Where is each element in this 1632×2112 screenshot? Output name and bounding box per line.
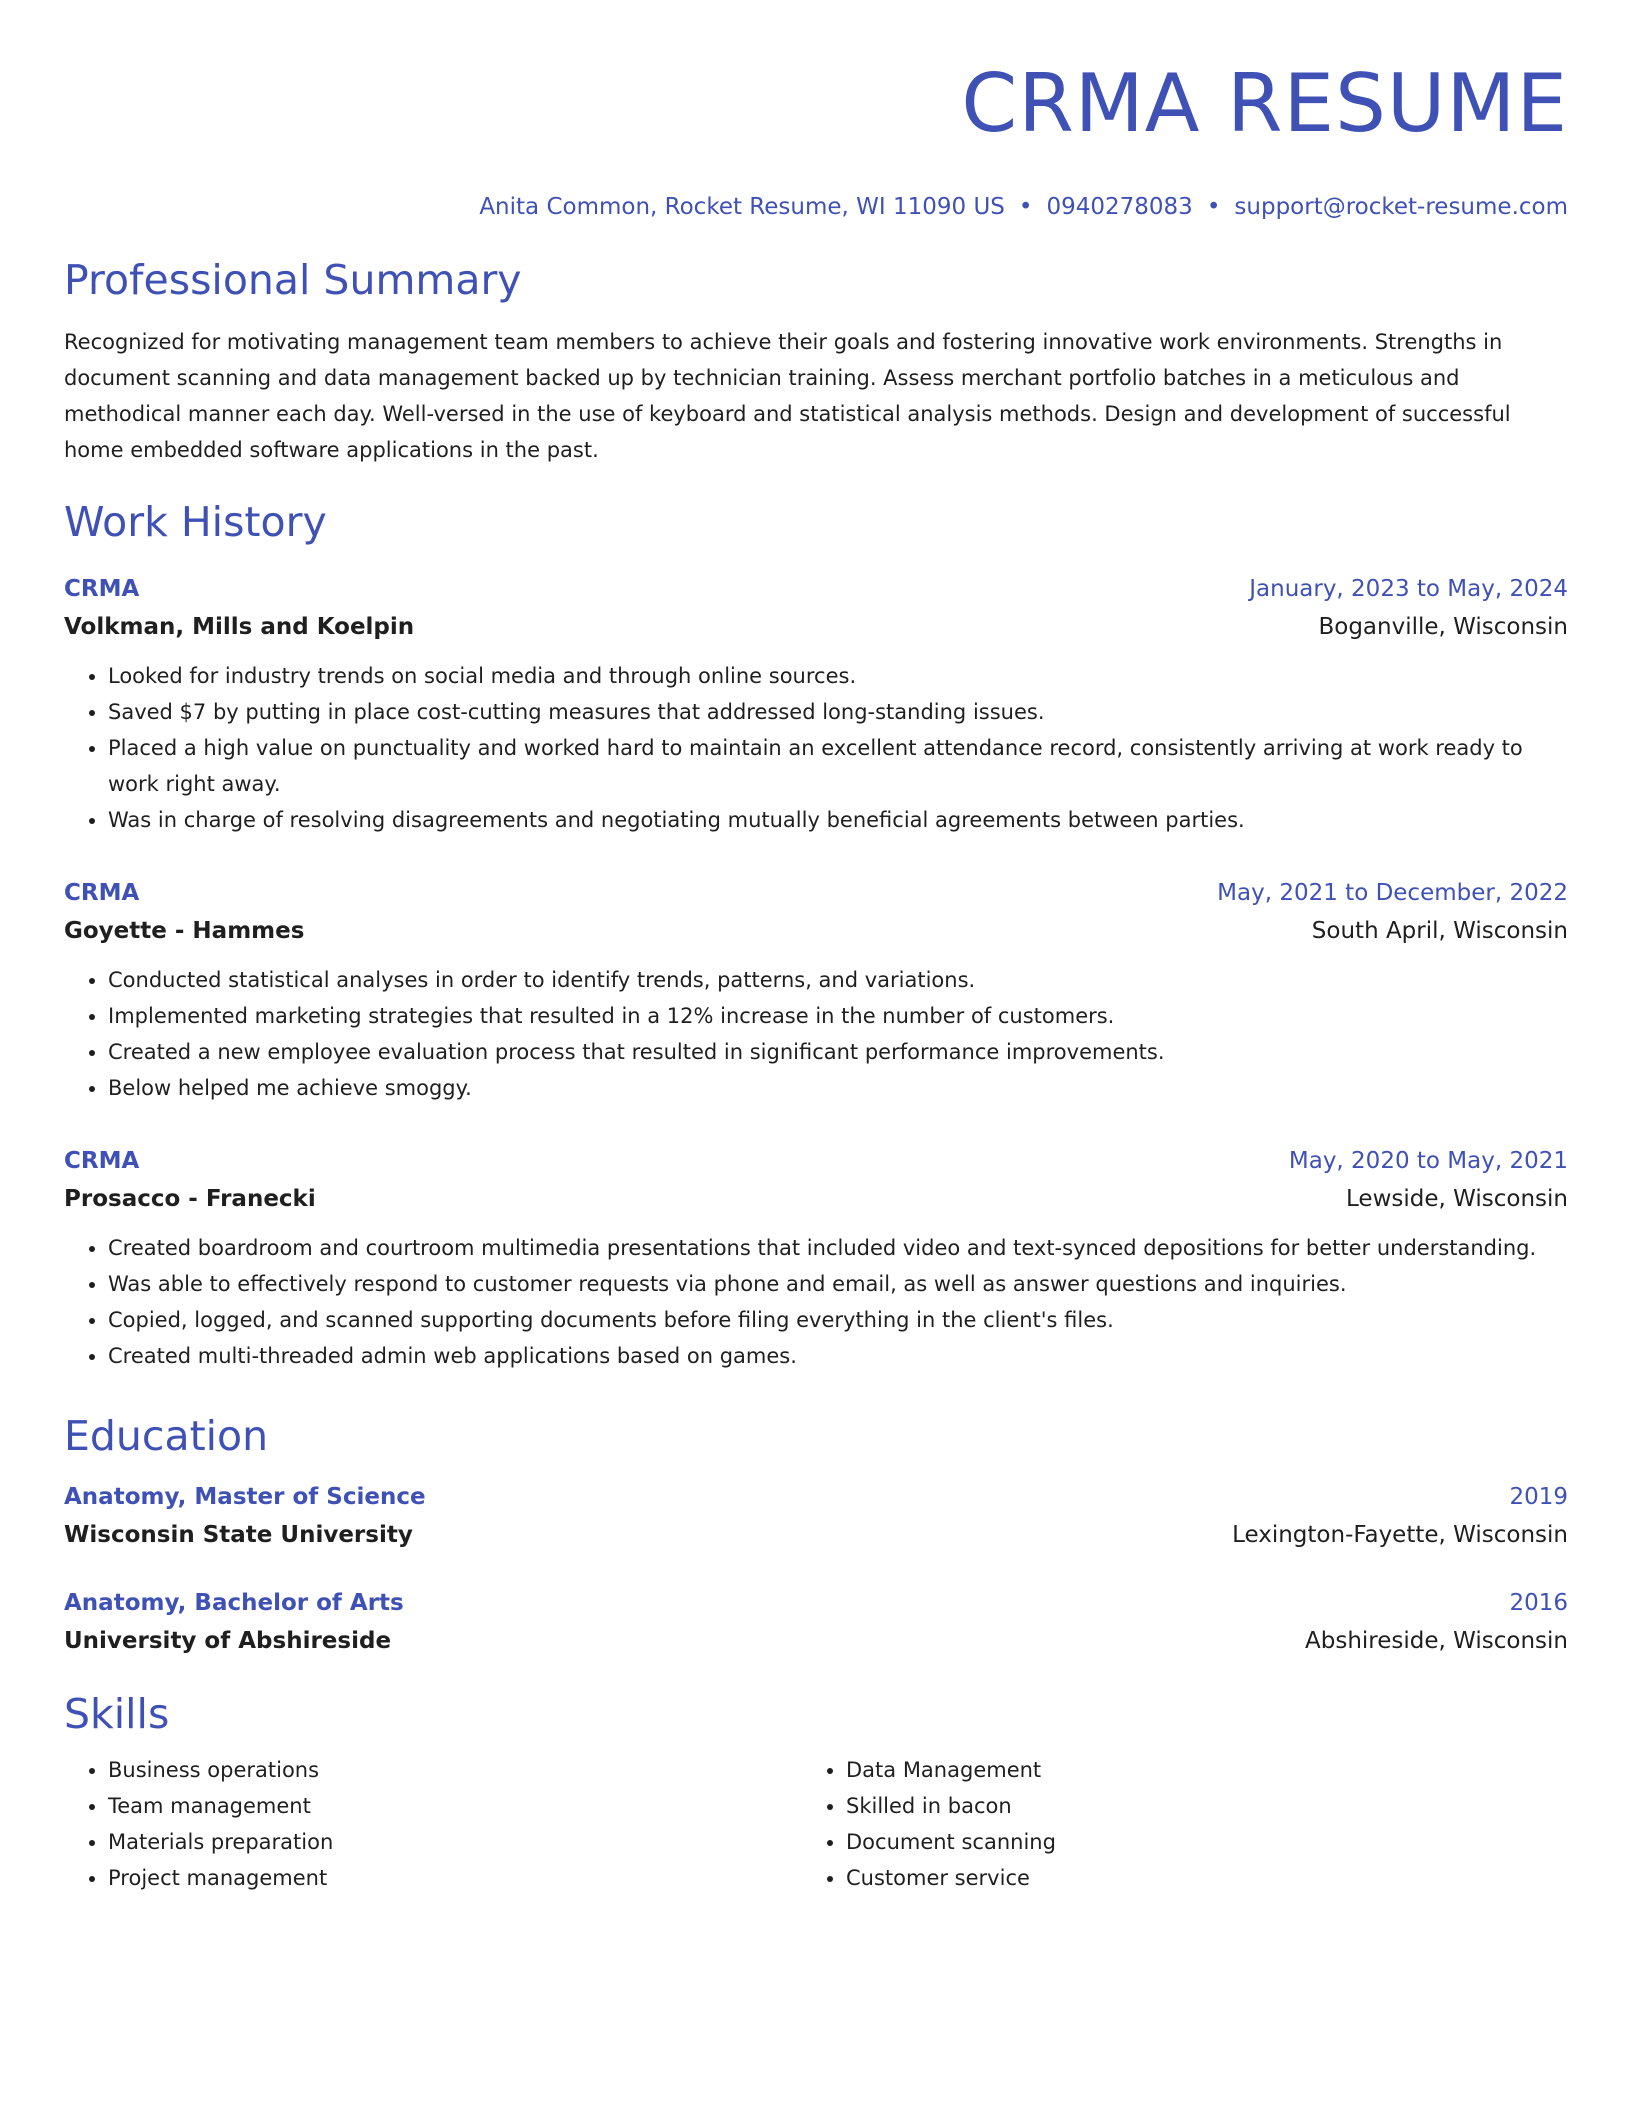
job-location: Lewside, Wisconsin <box>1346 1186 1568 1212</box>
work-entry <box>64 874 1568 1106</box>
education-heading: Education <box>64 1412 269 1460</box>
job-dates: May, 2020 to May, 2021 <box>1288 1148 1568 1174</box>
school-location: Lexington-Fayette, Wisconsin <box>1232 1522 1568 1548</box>
employer-name: Volkman, Mills and Koelpin <box>64 614 415 640</box>
job-bullets <box>64 658 1568 838</box>
job-title: CRMA <box>64 880 140 906</box>
job-bullet: • Placed a high value on punctuality and worked hard to maintain an excellent attendance record, consistently arriving at work ready to work right away. <box>108 730 1568 802</box>
job-bullets <box>64 962 1568 1106</box>
job-bullet: • Below helped me achieve smoggy. <box>108 1070 1568 1106</box>
skill-item: • Data Management <box>846 1752 1540 1788</box>
skills-list <box>64 1752 1568 1896</box>
job-bullets <box>64 1230 1568 1374</box>
skills-column-right <box>802 1752 1540 1896</box>
job-location: Boganville, Wisconsin <box>1318 614 1568 640</box>
skill-item: • Customer service <box>846 1860 1540 1896</box>
job-bullet: • Implemented marketing strategies that resulted in a 12% increase in the number of customers. <box>108 998 1568 1034</box>
job-bullet: • Was in charge of resolving disagreements and negotiating mutually beneficial agreements between parties. <box>108 802 1568 838</box>
employer-name: Prosacco - Franecki <box>64 1186 316 1212</box>
graduation-year: 2019 <box>1509 1484 1568 1510</box>
contact-separator: • <box>1018 194 1033 220</box>
work-entry <box>64 570 1568 838</box>
job-bullet: • Created boardroom and courtroom multimedia presentations that included video and text-synced depositions for better understanding. <box>108 1230 1568 1266</box>
graduation-year: 2016 <box>1509 1590 1568 1616</box>
job-bullet: • Conducted statistical analyses in order to identify trends, patterns, and variations. <box>108 962 1568 998</box>
contact-address: Anita Common, Rocket Resume, WI 11090 US <box>479 194 1005 220</box>
summary-text: Recognized for motivating management team members to achieve their goals and fostering innovative work environments. Strengths in document scanning and data management backed up by technician training. Assess merchant portfolio batches in a meticulous and methodical manner each day. Well-versed in the use of keyboard and statistical analysis methods. Design and development of successful home embedded software applications in the past. <box>64 330 1511 462</box>
job-location: South April, Wisconsin <box>1311 918 1568 944</box>
contact-phone: 0940278083 <box>1046 194 1193 220</box>
skill-item: • Business operations <box>108 1752 802 1788</box>
school-name: Wisconsin State University <box>64 1522 413 1548</box>
skill-item: • Document scanning <box>846 1824 1540 1860</box>
degree-name: Anatomy, Master of Science <box>64 1484 426 1510</box>
school-name: University of Abshireside <box>64 1628 392 1654</box>
job-bullet: • Looked for industry trends on social media and through online sources. <box>108 658 1568 694</box>
contact-line <box>64 192 1568 222</box>
job-dates: January, 2023 to May, 2024 <box>1249 576 1568 602</box>
contact-separator: • <box>1206 194 1221 220</box>
job-title: CRMA <box>64 1148 140 1174</box>
job-dates: May, 2021 to December, 2022 <box>1217 880 1568 906</box>
skill-item: • Project management <box>108 1860 802 1896</box>
job-bullet: • Created a new employee evaluation process that resulted in significant performance improvements. <box>108 1034 1568 1070</box>
contact-email: support@rocket-resume.com <box>1234 194 1568 220</box>
job-bullet: • Saved $7 by putting in place cost-cutting measures that addressed long-standing issues. <box>108 694 1568 730</box>
skill-item: • Materials preparation <box>108 1824 802 1860</box>
skill-item: • Skilled in bacon <box>846 1788 1540 1824</box>
job-bullet: • Created multi-threaded admin web applications based on games. <box>108 1338 1568 1374</box>
education-entry <box>64 1584 1568 1660</box>
skills-heading: Skills <box>64 1690 170 1738</box>
work-history-heading: Work History <box>64 498 327 546</box>
school-location: Abshireside, Wisconsin <box>1305 1628 1568 1654</box>
resume-title: CRMA RESUME <box>961 57 1568 150</box>
job-bullet: • Copied, logged, and scanned supporting documents before filing everything in the client's files. <box>108 1302 1568 1338</box>
degree-name: Anatomy, Bachelor of Arts <box>64 1590 404 1616</box>
education-entry <box>64 1478 1568 1554</box>
job-bullet: • Was able to effectively respond to customer requests via phone and email, as well as answer questions and inquiries. <box>108 1266 1568 1302</box>
work-entry <box>64 1142 1568 1374</box>
skills-column-left <box>64 1752 802 1896</box>
skill-item: • Team management <box>108 1788 802 1824</box>
summary-heading: Professional Summary <box>64 256 522 304</box>
employer-name: Goyette - Hammes <box>64 918 305 944</box>
job-title: CRMA <box>64 576 140 602</box>
